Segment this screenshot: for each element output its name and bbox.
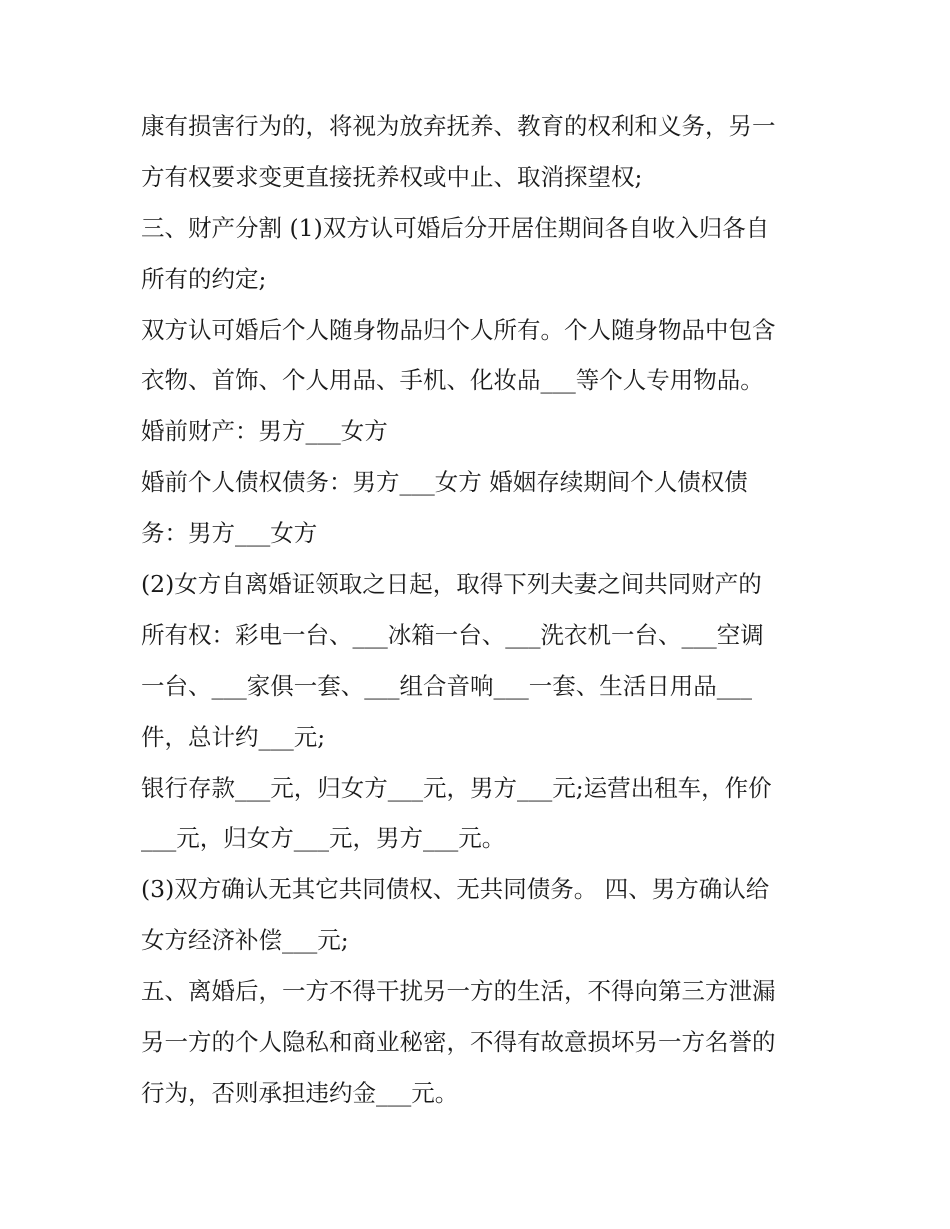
text-line: 所有权：彩电一台、___冰箱一台、___洗衣机一台、___空调	[141, 620, 764, 649]
text-line: 婚前个人债权债务：男方___女方 婚姻存续期间个人债权债	[141, 468, 748, 497]
text-line: 婚前财产：男方___女方	[141, 417, 388, 446]
document-body	[141, 101, 821, 1119]
text-line: 女方经济补偿___元;	[141, 926, 349, 955]
text-line: 双方认可婚后个人随身物品归个人所有。个人随身物品中包含	[141, 315, 776, 344]
text-line: (2)女方自离婚证领取之日起，取得下列夫妻之间共同财产的	[141, 570, 762, 599]
text-line: 衣物、首饰、个人用品、手机、化妆品___等个人专用物品。	[141, 366, 764, 395]
text-line: 行为，否则承担违约金___元。	[141, 1078, 459, 1107]
text-line: 一台、___家俱一套、___组合音响___一套、生活日用品___	[141, 671, 752, 700]
text-line: 三、财产分割 (1)双方认可婚后分开居住期间各自收入归各自	[141, 213, 770, 242]
text-line: 所有的约定;	[141, 264, 267, 293]
text-line: (3)双方确认无其它共同债权、无共同债务。 四、男方确认给	[141, 875, 770, 904]
text-line: ___元，归女方___元，男方___元。	[141, 824, 506, 853]
text-line: 方有权要求变更直接抚养权或中止、取消探望权;	[141, 162, 643, 191]
text-line: 务：男方___女方	[141, 519, 318, 548]
text-line: 康有损害行为的，将视为放弃抚养、教育的权利和义务，另一	[141, 112, 776, 140]
text-line: 另一方的个人隐私和商业秘密，不得有故意损坏另一方名誉的	[141, 1028, 776, 1057]
text-line: 五、离婚后，一方不得干扰另一方的生活，不得向第三方泄漏	[141, 977, 776, 1006]
text-line: 件，总计约___元;	[141, 722, 326, 751]
text-line: 银行存款___元，归女方___元，男方___元;运营出租车，作价	[141, 773, 772, 802]
